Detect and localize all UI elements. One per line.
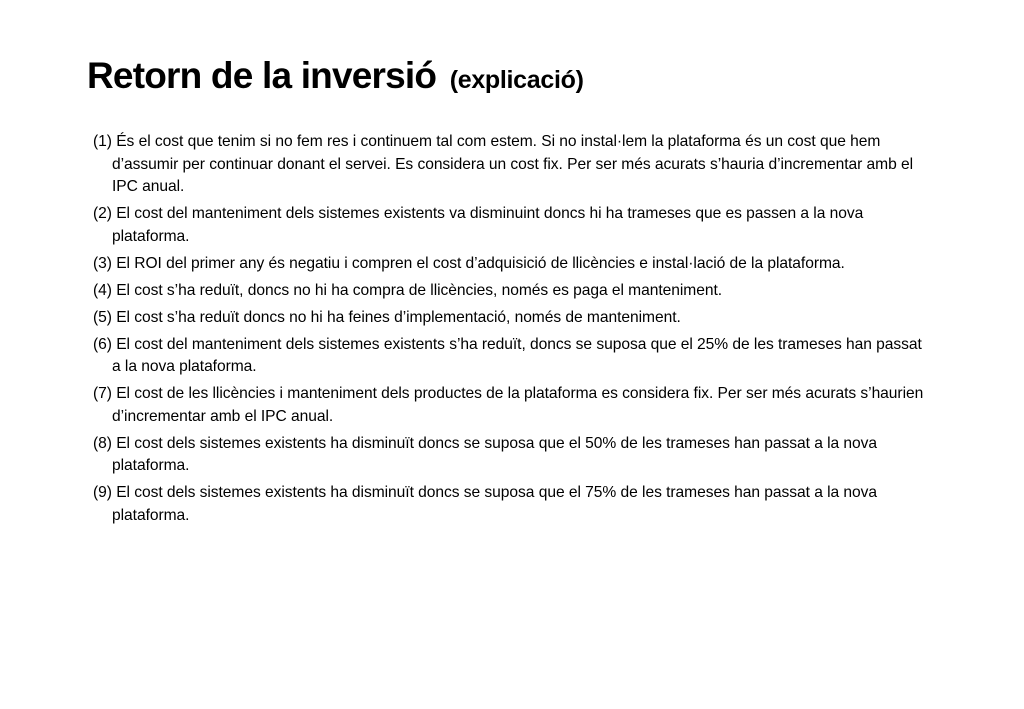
note-2: (2) El cost del manteniment dels sistemes existents va disminuint doncs hi ha trameses que es passen a la nova plataforma. [93,205,864,245]
note-4: (4) El cost s’ha reduït, doncs no hi ha compra de llicències, només es paga el manteniment. [93,281,723,299]
note-5: (5) El cost s’ha reduït doncs no hi ha feines d’implementació, només de manteniment. [93,308,681,326]
note-8: (8) El cost dels sistemes existents ha disminuït doncs se suposa que el 50% de les trameses han passat a la nova plataforma. [93,434,878,474]
note-7: (7) El cost de les llicències i manteniment dels productes de la plataforma es considera fix. Per ser més acurats s’haurien d’incrementar amb el IPC anual. [93,385,924,425]
notes-list [93,131,929,532]
note-1: (1) És el cost que tenim si no fem res i continuem tal com estem. Si no instal·lem la plataforma és un cost que hem d’assumir per continuar donant el servei. Es considera un cost fix. Per ser més acurats s’hauria d’incrementar amb el IPC anual. [93,133,914,195]
title-main: Retorn de la inversió [87,55,437,96]
note-9: (9) El cost dels sistemes existents ha disminuït doncs se suposa que el 75% de les trameses han passat a la nova plataforma. [93,484,878,524]
note-6: (6) El cost del manteniment dels sistemes existents s’ha reduït, doncs se suposa que el 25% de les trameses han passat a la nova plataforma. [93,335,922,375]
slide-title [87,52,584,104]
title-subtitle: (explicació) [449,66,584,94]
note-3: (3) El ROI del primer any és negatiu i compren el cost d’adquisició de llicències e instal·lació de la plataforma. [93,254,845,272]
